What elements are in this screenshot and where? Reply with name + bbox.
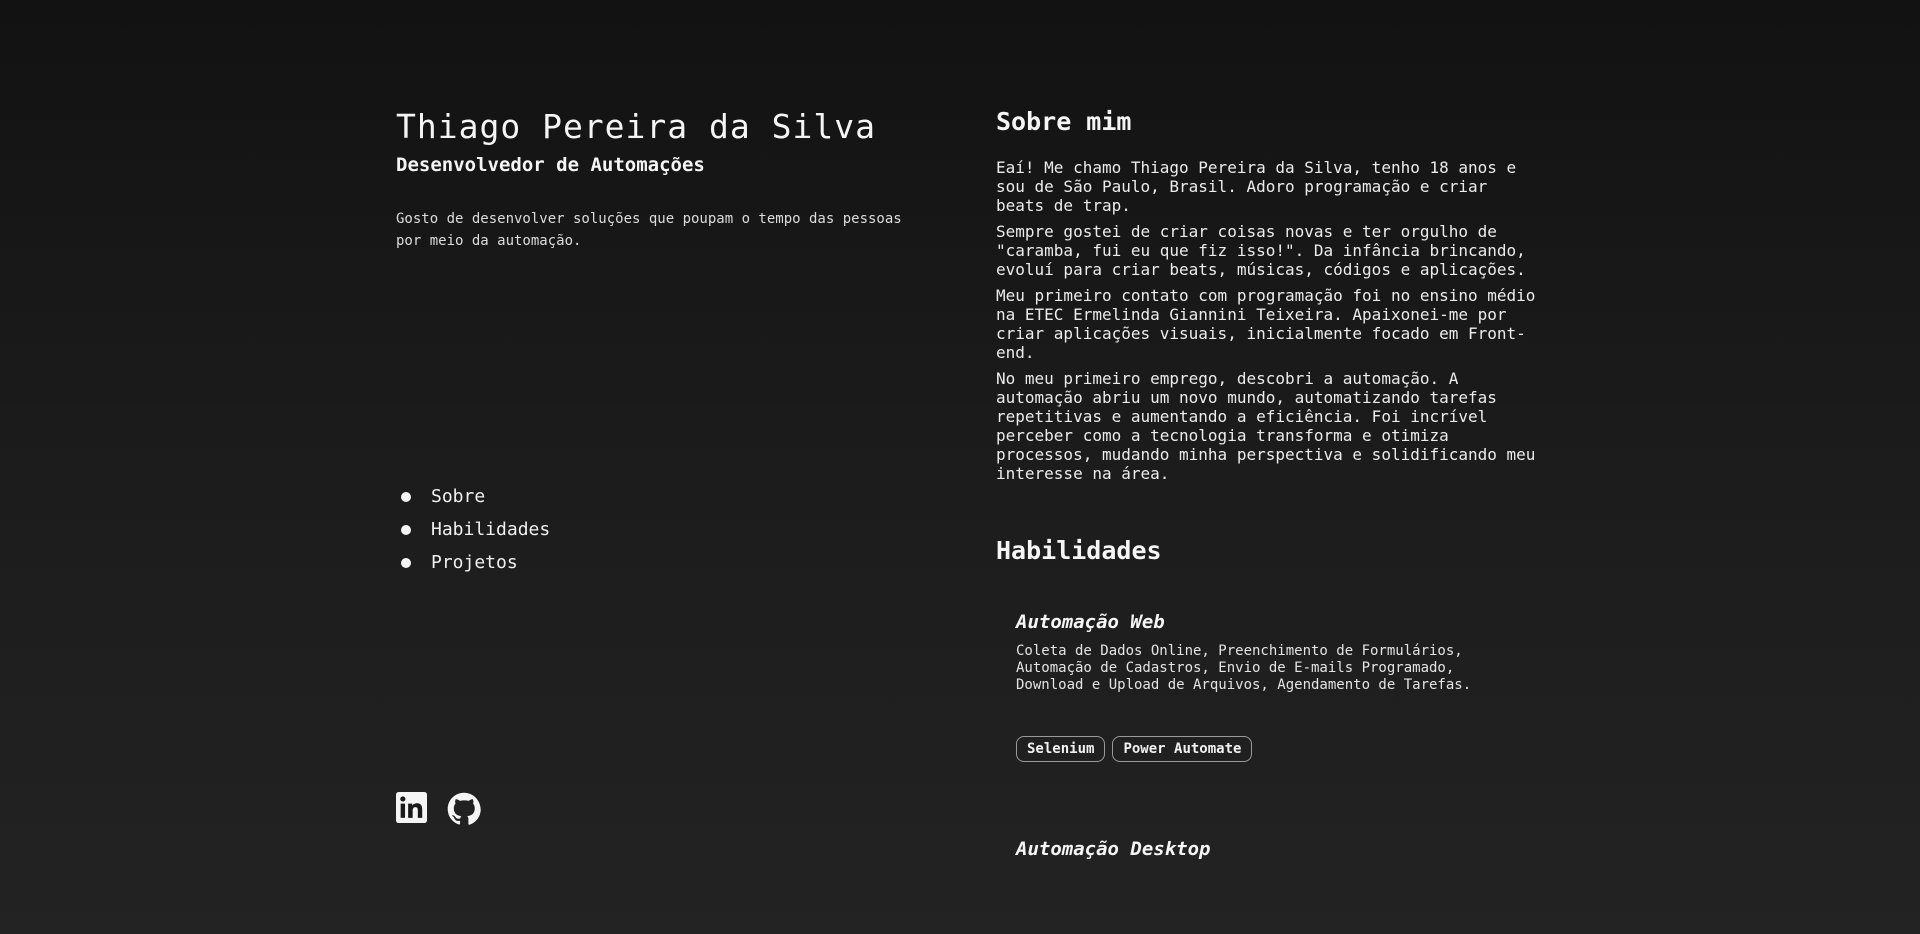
skill-tag: Selenium (1016, 736, 1105, 762)
nav-item-label: Habilidades (431, 519, 551, 540)
skill-tag: Power Automate (1112, 736, 1252, 762)
skills-section (996, 533, 1536, 862)
about-paragraph: Sempre gostei de criar coisas novas e ter orgulho de "caramba, fui eu que fiz isso!". Da infância brincando, evoluí para criar beats, músicas, códigos e aplicações. (996, 222, 1526, 279)
nav-item-projetos[interactable] (396, 546, 550, 579)
skill-tags (1016, 736, 1516, 762)
section-nav (396, 480, 550, 579)
about-text (996, 158, 1536, 483)
skill-name: Automação Desktop (1016, 838, 1211, 860)
nav-item-habilidades[interactable] (396, 513, 550, 546)
profile-column (396, 104, 916, 834)
about-section (996, 104, 1536, 483)
profile-tagline: Gosto de desenvolver soluções que poupam o tempo das pessoas por meio da automação. (396, 211, 902, 249)
nav-item-sobre[interactable] (396, 480, 550, 513)
bullet-icon (401, 492, 411, 502)
skills-title: Habilidades (996, 536, 1162, 565)
github-icon (447, 792, 481, 826)
about-paragraph: Eaí! Me chamo Thiago Pereira da Silva, tenho 18 anos e sou de São Paulo, Brasil. Adoro programação e criar beats de trap. (996, 158, 1517, 215)
about-title: Sobre mim (996, 107, 1132, 136)
social-links (396, 792, 479, 824)
skill-card (1016, 609, 1516, 762)
nav-item-label: Sobre (431, 486, 486, 507)
bullet-icon (401, 558, 411, 568)
skill-card (1016, 836, 1516, 862)
content-column (996, 104, 1536, 864)
bullet-icon (401, 525, 411, 535)
github-link[interactable] (447, 792, 479, 824)
about-paragraph: No meu primeiro emprego, descobri a automação. A automação abriu um novo mundo, automatizando tarefas repetitivas e aumentando a eficiência. Foi incrível perceber como a tecnologia transforma e otimiza processos, mudando minha perspectiva e solidificando meu interesse na área. (996, 369, 1536, 483)
about-paragraph: Meu primeiro contato com programação foi no ensino médio na ETEC Ermelinda Giannini Teixeira. Apaixonei-me por criar aplicações visuais, inicialmente focado em Front-end. (996, 286, 1536, 362)
skill-description: Coleta de Dados Online, Preenchimento de Formulários, Automação de Cadastros, Envio de E-mails Programado, Download e Upload de Arquivos, Agendamento de Tarefas. (1016, 643, 1472, 693)
profile-role: Desenvolvedor de Automações (396, 154, 705, 176)
skill-name: Automação Web (1016, 611, 1165, 633)
nav-item-label: Projetos (431, 552, 518, 573)
linkedin-link[interactable] (396, 792, 428, 824)
profile-name: Thiago Pereira da Silva (396, 107, 876, 146)
linkedin-icon (396, 792, 427, 823)
